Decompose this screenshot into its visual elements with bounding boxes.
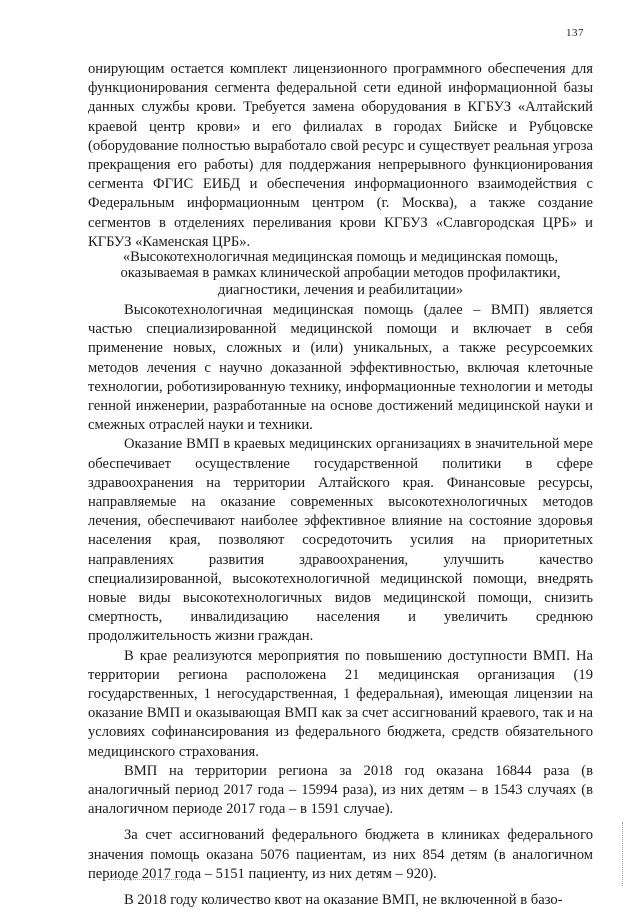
- paragraph-federal-statistics: За счет ассигнований федерального бюджета в клиниках федерального значения помощь оказана 5076 пациентам, из них 854 детям (в аналогичном периоде 2017 года – 5151 пациенту, из них детям – 920).: [88, 827, 593, 882]
- intro-paragraph: онирующим остается комплект лицензионного программного обеспечения для функционирования сегмента федеральной сети единой информационной базы данных службы крови. Требуется замена оборудования в КГБУЗ «Алтайский краевой центр крови» и его филиалах в городах Бийске и Рубцовске (оборудование полностью выработало свой ресурс и существует реальная угроза прекращения его работы) для поддержания непрерывного функционирования сегмента ФГИС ЕИБД и обеспечения информационного взаимодействия с Федеральным информационным центром (г. Москва), а также создание сегментов в отделениях переливания крови КГБУЗ «Славгородская ЦРБ» и КГБУЗ «Каменская ЦРБ».: [88, 61, 593, 250]
- page-number: 137: [566, 27, 584, 39]
- paragraph-region-statistics: ВМП на территории региона за 2018 год оказана 16844 раза (в аналогичный период 2017 года – 15994 раза), из них детям – в 1543 случаях (в аналогичном периоде 2017 года – в 1591 случае).: [88, 762, 593, 818]
- paragraph-quotas: В 2018 году количество квот на оказание ВМП, не включенной в базо-: [124, 892, 563, 909]
- body-text: [88, 301, 593, 910]
- paragraph-definition: Высокотехнологичная медицинская помощь (далее – ВМП) является частью специализированной медицинской помощи и включает в себя применение новых, сложных и (или) уникальных, а также ресурсоемких методов лечения с научно доказанной эффективностью, включая клеточные технологии, роботизированную технику, информационные технологии и методы генной инженерии, разработанные на основе достижений медицинской науки и смежных отраслей науки и техники.: [88, 302, 593, 434]
- scan-artifact-dots: [108, 879, 194, 881]
- paragraph-organizations: В крае реализуются мероприятия по повышению доступности ВМП. На территории региона расположена 21 медицинская организация (19 государственных, 1 негосударственная, 1 федеральная), имеющая лицензии на оказание ВМП и оказывающая ВМП как за счет ассигнований краевого, так и на условиях софинансирования из федерального бюджета, средств обязательного медицинского страхования.: [88, 647, 593, 760]
- intro-text: [88, 60, 593, 252]
- section-heading: «Высокотехнологичная медицинская помощь и медицинская помощь, оказываемая в рамках клинической апробации методов профилактики, диагностики, лечения и реабилитации»: [120, 249, 561, 298]
- scan-artifact-edge: [622, 822, 624, 886]
- paragraph-policy: Оказание ВМП в краевых медицинских организациях в значительной мере обеспечивает осуществление государственной политики в сфере здравоохранения на территории Алтайского края. Финансовые ресурсы, направляемые на оказание современных высокотехнологичных методов лечения, обеспечивают наиболее эффективное влияние на состояние здоровья населения края, позволяют сосредоточить усилия на приоритетных направлениях развития здравоохранения, улучшить качество специализированной, высокотехнологичной медицинской помощи, внедрять новые виды высокотехнологичных видов медицинской помощи, снизить смертность, инвалидизацию населения и увеличить среднюю продолжительность жизни граждан.: [88, 436, 593, 645]
